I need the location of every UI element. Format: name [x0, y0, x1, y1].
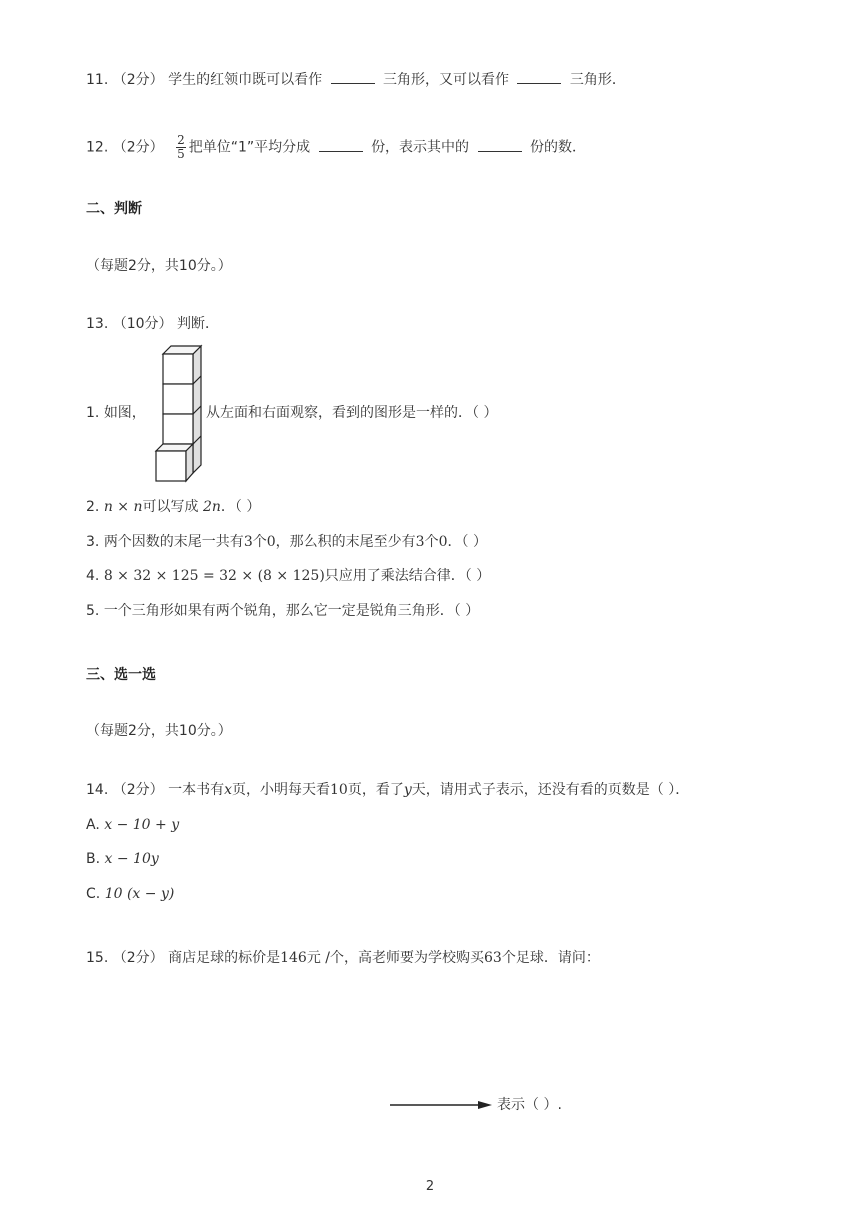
number: 0: [266, 534, 276, 550]
item-text: ，那么积的末尾至少有: [275, 534, 416, 550]
question-11: [86, 69, 626, 90]
judge-item-1-rest: 从左面和右面观察，看到的图形是一样的．（ ）: [206, 405, 498, 421]
math-expression: 8 × 32 × 125 = 32 × (8 × 125): [103, 568, 325, 584]
option-label: C.: [86, 886, 101, 902]
question-text: 份，表示其中的: [371, 139, 470, 156]
arrow-label: 表示（ ）.: [497, 1097, 562, 1113]
number: 63: [484, 950, 502, 966]
number: 146: [280, 950, 307, 966]
question-13: [86, 314, 219, 334]
judge-item-1: [86, 403, 146, 423]
math-variable: y: [403, 782, 412, 798]
number: 3: [243, 534, 253, 550]
item-text: ．（ ）: [447, 534, 487, 550]
judge-item-5: [86, 601, 479, 621]
option-expression: x − 10 + y: [104, 817, 180, 833]
question-text: 页，小明每天看: [232, 782, 330, 798]
item-number: 5.: [86, 603, 100, 619]
question-score: （2分）: [112, 950, 164, 966]
item-text: 只应用了乘法结合律．（ ）: [324, 568, 491, 584]
question-text: 把单位“1”平均分成: [188, 139, 311, 156]
question-text: 学生的红领巾既可以看作: [168, 72, 323, 88]
judge-item-2: [86, 497, 260, 517]
question-text: 元 /个，高老师要为学校购买: [306, 950, 484, 966]
question-12: [86, 134, 586, 161]
section-note: （每题2分，共10分。）: [86, 258, 232, 274]
question-text: 商店足球的标价是: [168, 950, 281, 966]
option-b[interactable]: [86, 849, 159, 869]
number: 10: [330, 782, 348, 798]
item-number: 1.: [86, 405, 100, 421]
arrow-icon: [388, 1097, 494, 1113]
item-text: ．（ ）: [220, 499, 261, 515]
item-text: 两个因数的末尾一共有: [103, 534, 244, 550]
question-text: 份的数．: [529, 139, 586, 156]
stacked-cubes-figure: [150, 343, 206, 485]
option-label: A.: [86, 817, 100, 833]
option-c[interactable]: [86, 884, 174, 904]
answer-blank[interactable]: [319, 137, 363, 152]
judge-item-4: [86, 566, 490, 586]
answer-blank[interactable]: [517, 69, 561, 84]
question-15: [86, 948, 600, 968]
number: 3: [415, 534, 425, 550]
question-text: 页，看了: [347, 782, 404, 798]
option-expression: x − 10y: [104, 851, 159, 867]
question-number: 12.: [86, 139, 109, 156]
question-number: 15.: [86, 950, 109, 966]
question-score: （2分）: [112, 139, 164, 156]
math-expression: 2n: [202, 499, 221, 515]
item-text: 一个三角形如果有两个锐角，那么它一定是锐角三角形．（ ）: [103, 603, 480, 619]
question-text: 三角形．: [569, 72, 626, 88]
item-text: 个: [252, 534, 267, 550]
fraction-denominator: 5: [177, 147, 185, 161]
question-score: （10分）: [112, 316, 173, 332]
section-note: （每题2分，共10分。）: [86, 723, 232, 739]
math-expression: n × n: [103, 499, 143, 515]
question-text: 一本书有: [168, 782, 225, 798]
item-text: 可以写成: [142, 499, 199, 515]
item-number: 2.: [86, 499, 100, 515]
item-text: 个: [424, 534, 439, 550]
question-text: 天，请用式子表示，还没有看的页数是（ ）．: [411, 782, 690, 798]
question-text: 个足球．请问：: [501, 950, 600, 966]
question-text: 判断．: [177, 316, 219, 332]
item-number: 4.: [86, 568, 100, 584]
option-a[interactable]: [86, 815, 179, 835]
answer-blank[interactable]: [478, 137, 522, 152]
item-text: 如图，: [103, 405, 146, 421]
judge-item-3: [86, 532, 487, 552]
answer-blank[interactable]: [331, 69, 375, 84]
question-number: 11.: [86, 72, 109, 88]
question-text: 三角形，又可以看作: [383, 72, 509, 88]
fraction-numerator: 2: [177, 133, 185, 147]
question-score: （2分）: [112, 72, 164, 88]
option-label: B.: [86, 851, 101, 867]
math-variable: x: [224, 782, 232, 798]
option-expression: 10 (x − y): [104, 886, 175, 902]
question-score: （2分）: [112, 782, 164, 798]
question-number: 14.: [86, 782, 109, 798]
question-14: [86, 780, 689, 800]
question-number: 13.: [86, 316, 109, 332]
section-title: 三、选一选: [86, 667, 156, 683]
item-number: 3.: [86, 534, 100, 550]
page-number: 2: [425, 1179, 435, 1194]
section-title: 二、判断: [86, 201, 142, 217]
number: 0: [438, 534, 448, 550]
fraction: [176, 134, 186, 161]
